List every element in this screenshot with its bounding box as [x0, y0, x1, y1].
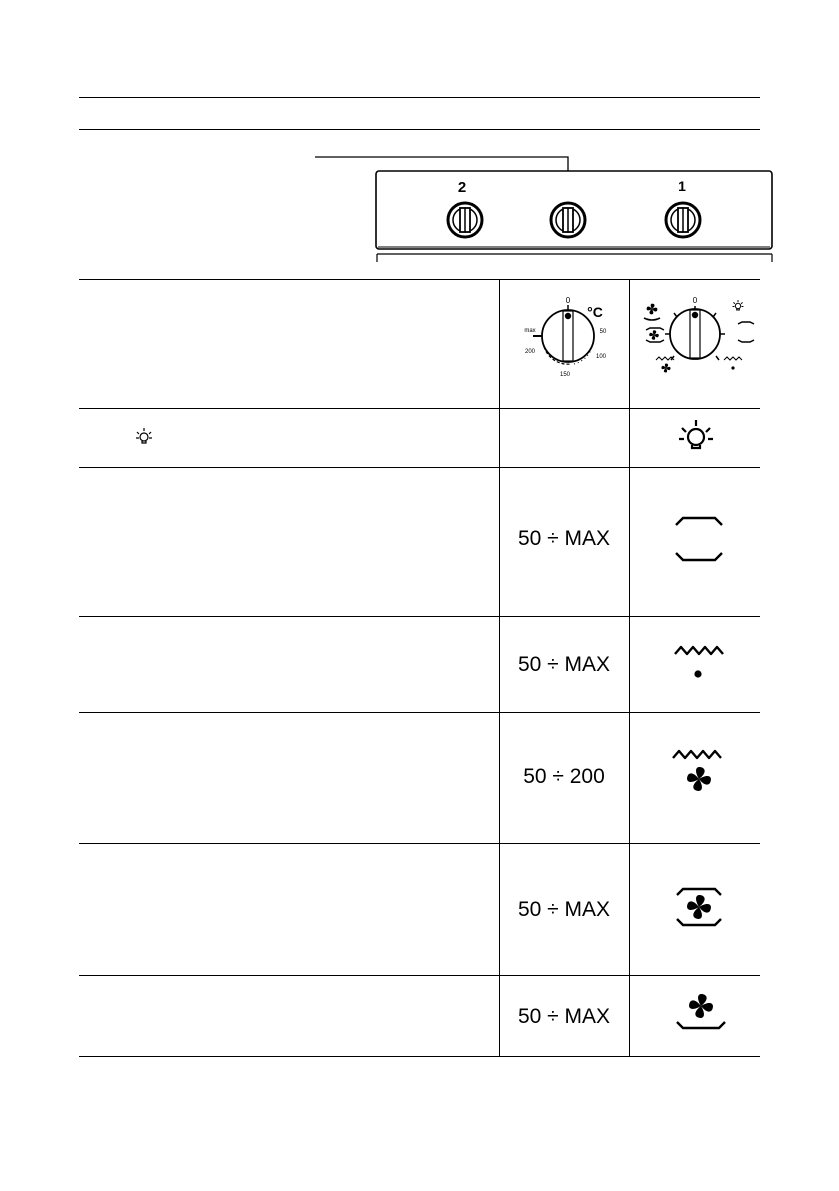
knob-number-2: 2 — [457, 179, 467, 196]
svg-text:°C: °C — [587, 304, 603, 320]
top-rule — [79, 97, 760, 98]
svg-text:200: 200 — [524, 349, 536, 355]
temperature-range: 50 ÷ MAX — [517, 653, 611, 676]
column-divider — [629, 279, 630, 1057]
knob-number-1: 1 — [678, 178, 686, 194]
thermostat-dial — [515, 292, 615, 384]
svg-text:0: 0 — [565, 296, 571, 305]
row-rule — [79, 843, 760, 844]
panel-knob-middle[interactable] — [551, 203, 585, 237]
temperature-range: 50 ÷ MAX — [517, 527, 611, 550]
light-icon-small — [134, 427, 154, 447]
row-rule — [79, 408, 760, 409]
control-panel-illustration — [300, 150, 780, 280]
row-rule — [79, 975, 760, 976]
svg-text:0: 0 — [692, 296, 698, 305]
table-bottom-rule — [79, 1056, 760, 1057]
panel-knob-right[interactable] — [666, 203, 700, 237]
header-rule — [79, 129, 760, 130]
row-rule — [79, 616, 760, 617]
temperature-range: 50 ÷ MAX — [517, 1005, 611, 1028]
svg-text:50: 50 — [599, 329, 607, 335]
fan-top-bottom-icon — [674, 884, 724, 930]
fan-grill-icon — [671, 744, 727, 794]
table-top-rule — [79, 279, 760, 280]
svg-text:max: max — [524, 328, 536, 334]
grill-icon — [673, 640, 727, 684]
row-rule — [79, 712, 760, 713]
row-rule — [79, 467, 760, 468]
svg-text:150: 150 — [559, 372, 571, 378]
temperature-range: 50 ÷ 200 — [523, 765, 605, 788]
oven-light-icon — [677, 419, 715, 457]
panel-knob-left[interactable] — [448, 203, 482, 237]
svg-text:100: 100 — [595, 354, 607, 360]
function-selector-dial — [636, 292, 756, 384]
top-bottom-heat-icon — [673, 513, 725, 567]
temperature-range: 50 ÷ MAX — [517, 898, 611, 921]
fan-bottom-icon — [674, 988, 728, 1038]
